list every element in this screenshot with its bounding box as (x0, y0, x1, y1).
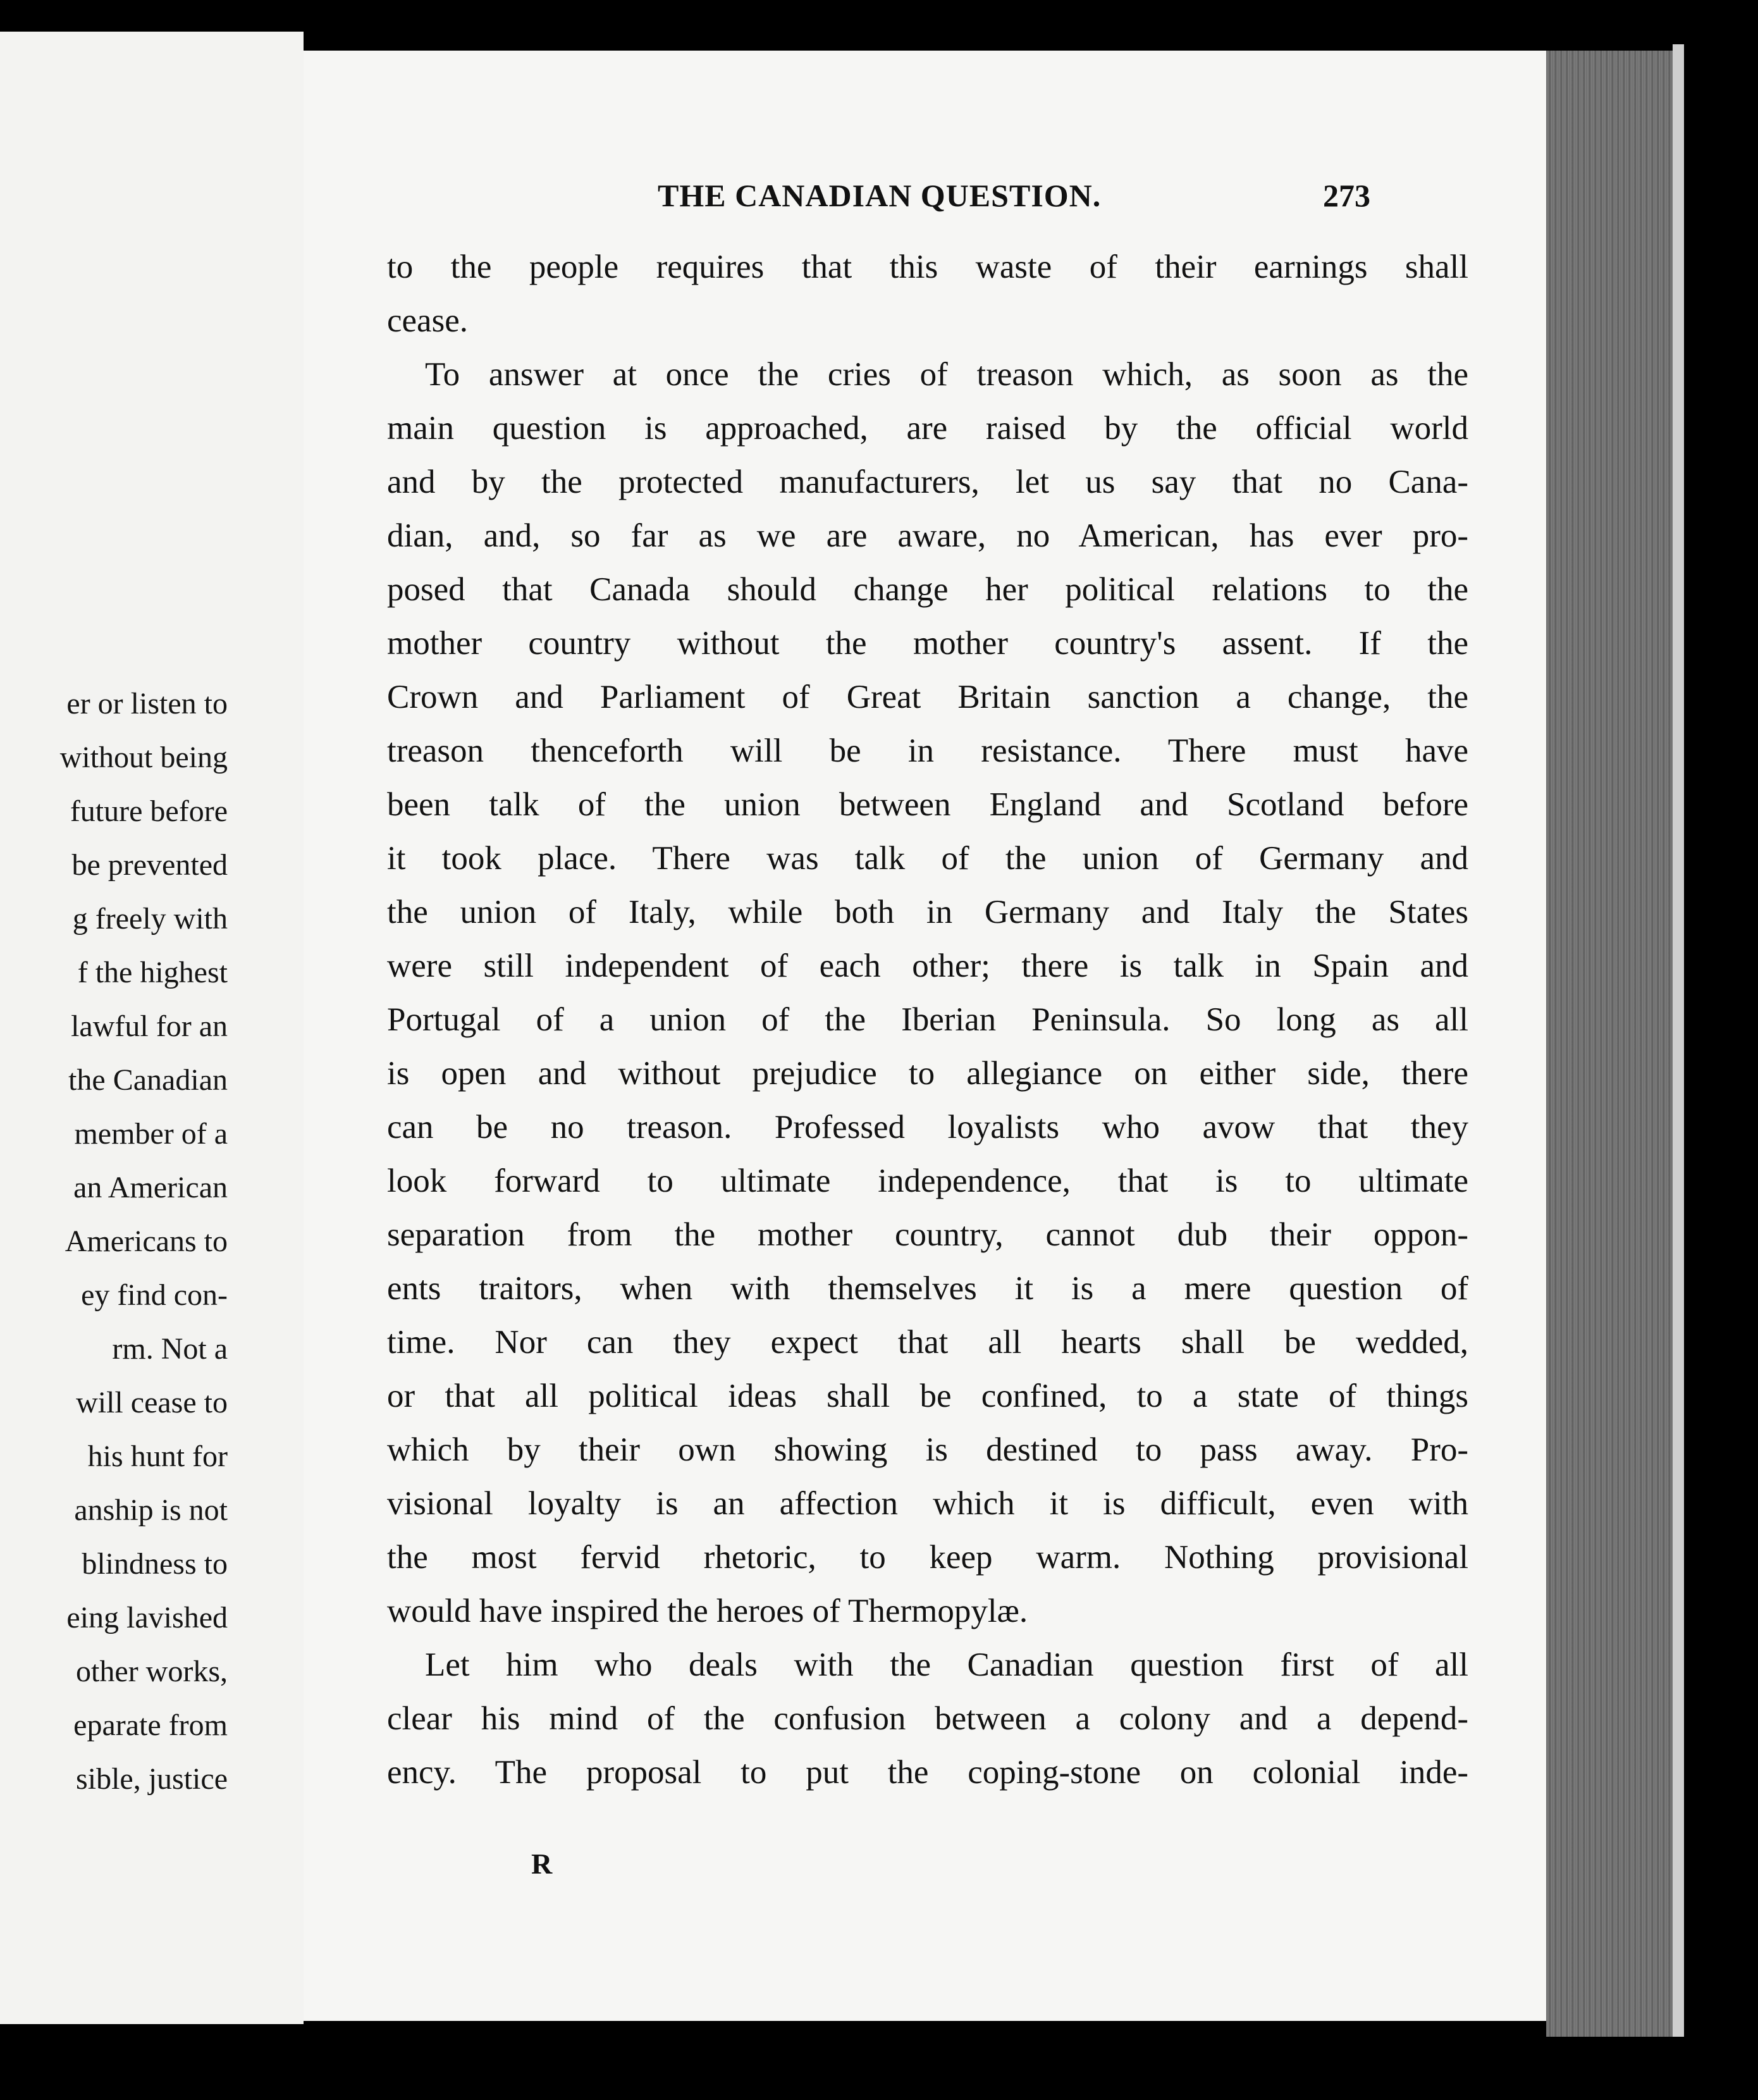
page-number: 273 (1323, 178, 1370, 213)
text-line: rm. Not a (112, 1332, 228, 1366)
text-line: Let him who deals with the Canadian question first of all (425, 1646, 1468, 1683)
text-line: main question is approached, are raised by the official world (387, 410, 1468, 447)
text-line: time. Nor can they expect that all hearts shall be wedded, (387, 1324, 1468, 1361)
text-line: visional loyalty is an affection which it is difficult, even with (387, 1485, 1468, 1522)
text-line: future before (70, 794, 228, 828)
text-line: dian, and, so far as we are aware, no American, has ever pro- (387, 517, 1468, 554)
text-line: the most fervid rhetoric, to keep warm. Nothing provisional (387, 1539, 1468, 1576)
text-line: cease. (387, 302, 468, 339)
signature-mark: R (531, 1848, 553, 1880)
text-line: ency. The proposal to put the coping-stone on colonial inde- (387, 1754, 1468, 1791)
page-edge-stack (1546, 51, 1673, 2037)
text-line: ents traitors, when with themselves it is a mere question of (387, 1270, 1468, 1307)
text-line: to the people requires that this waste of their earnings shall (387, 249, 1468, 285)
text-line: it took place. There was talk of the union of Germany and (387, 840, 1468, 877)
text-line: the union of Italy, while both in Germany and Italy the States (387, 894, 1468, 930)
text-line: Crown and Parliament of Great Britain sanction a change, the (387, 679, 1468, 715)
text-line: were still independent of each other; there is talk in Spain and (387, 948, 1468, 984)
page-edge-border (1673, 44, 1684, 2037)
text-line: is open and without prejudice to allegiance on either side, there (387, 1055, 1468, 1092)
text-line: To answer at once the cries of treason which, as soon as the (425, 356, 1468, 393)
text-line: g freely with (72, 902, 228, 936)
right-page (304, 51, 1546, 2021)
text-line: eparate from (73, 1708, 228, 1742)
text-line: an American (73, 1171, 228, 1204)
text-line: er or listen to (66, 687, 228, 720)
text-line: member of a (74, 1117, 228, 1151)
running-header: THE CANADIAN QUESTION. (658, 178, 1102, 213)
text-line: Portugal of a union of the Iberian Peninsula. So long as all (387, 1001, 1468, 1038)
text-line: be prevented (71, 848, 228, 882)
text-line: sible, justice (76, 1762, 228, 1796)
body-text (387, 240, 1468, 1800)
text-line: ey find con- (81, 1278, 228, 1312)
left-page (0, 32, 304, 2024)
text-line: and by the protected manufacturers, let us say that no Cana- (387, 464, 1468, 500)
text-line: lawful for an (71, 1010, 228, 1043)
text-line: separation from the mother country, cannot dub their oppon- (387, 1216, 1468, 1253)
text-line: posed that Canada should change her political relations to the (387, 571, 1468, 608)
text-line: treason thenceforth will be in resistance. There must have (387, 732, 1468, 769)
text-line: other works, (76, 1655, 228, 1688)
text-line: which by their own showing is destined to pass away. Pro- (387, 1431, 1468, 1468)
text-line: mother country without the mother country's assent. If the (387, 625, 1468, 662)
text-line: the Canadian (68, 1063, 228, 1097)
text-line: would have inspired the heroes of Thermopylæ. (387, 1593, 1028, 1629)
text-line: been talk of the union between England and Scotland before (387, 786, 1468, 823)
text-line: clear his mind of the confusion between a colony and a depend- (387, 1700, 1468, 1737)
text-line: f the highest (77, 956, 228, 989)
text-line: or that all political ideas shall be confined, to a state of things (387, 1378, 1468, 1414)
text-line: can be no treason. Professed loyalists who avow that they (387, 1109, 1468, 1146)
text-line: Americans to (65, 1225, 228, 1258)
text-line: will cease to (76, 1386, 228, 1419)
text-line: blindness to (82, 1547, 228, 1581)
text-line: anship is not (74, 1493, 228, 1527)
text-line: eing lavished (66, 1601, 228, 1634)
text-line: look forward to ultimate independence, that is to ultimate (387, 1163, 1468, 1199)
text-line: without being (59, 741, 228, 774)
left-page-text (60, 677, 228, 1806)
text-line: his hunt for (87, 1440, 228, 1473)
